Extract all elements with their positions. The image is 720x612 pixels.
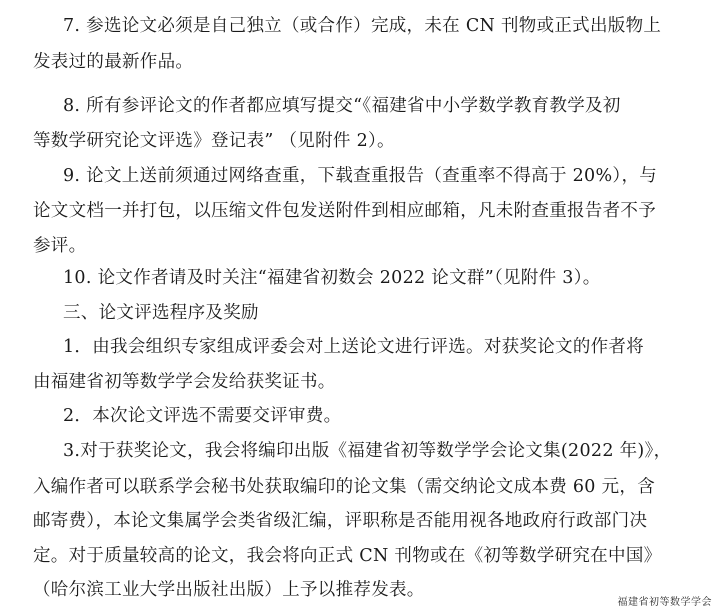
item-10-line-1: 10. 论文作者请及时关注“福建省初数会 2022 论文群”（见附件 3）。 <box>63 268 601 288</box>
item-9-line-1: 9. 论文上送前须通过网络查重，下载查重报告（查重率不得高于 20%），与 <box>63 166 658 186</box>
section-3-p3-line-3: 邮寄费），本论文集属学会类省级汇编，评职称是否能用视各地政府行政部门决 <box>33 511 648 531</box>
section-3-heading: 三、论文评选程序及奖励 <box>63 303 259 323</box>
section-3-p1-line-1: 1．由我会组织专家组成评委会对上送论文进行评选。对获奖论文的作者将 <box>63 337 645 357</box>
item-8-line-2: 等数学研究论文评选》登记表” （见附件 2）。 <box>33 131 395 151</box>
item-8-line-1: 8. 所有参评论文的作者都应填写提交“《福建省中小学数学教育教学及初 <box>63 96 621 116</box>
section-3-p3-line-2: 入编作者可以联系学会秘书处获取编印的论文集（需交纳论文成本费 60 元，含 <box>33 477 655 497</box>
section-3-p3-line-4: 定。对于质量较高的论文，我会将向正式 CN 刊物或在《初等数学研究在中国》 <box>33 546 662 566</box>
watermark-text: 福建省初等数学学会 <box>617 597 712 608</box>
item-7-line-2: 发表过的最新作品。 <box>33 52 194 72</box>
section-3-p2-line-1: 2．本次论文评选不需要交评审费。 <box>63 406 342 426</box>
item-9-line-3: 参评。 <box>33 236 87 256</box>
section-3-p3-line-5: （哈尔滨工业大学出版社出版）上予以推荐发表。 <box>33 580 425 600</box>
section-3-p3-line-1: 3.对于获奖论文，我会将编印出版《福建省初等数学学会论文集(2022 年)》， <box>63 441 672 461</box>
item-9-line-2: 论文文档一并打包，以压缩文件包发送附件到相应邮箱，凡未附查重报告者不予 <box>33 201 656 221</box>
section-3-p1-line-2: 由福建省初等数学学会发给获奖证书。 <box>33 372 336 392</box>
item-7-line-1: 7. 参选论文必须是自己独立（或合作）完成，未在 CN 刊物或正式出版物上 <box>63 16 662 36</box>
